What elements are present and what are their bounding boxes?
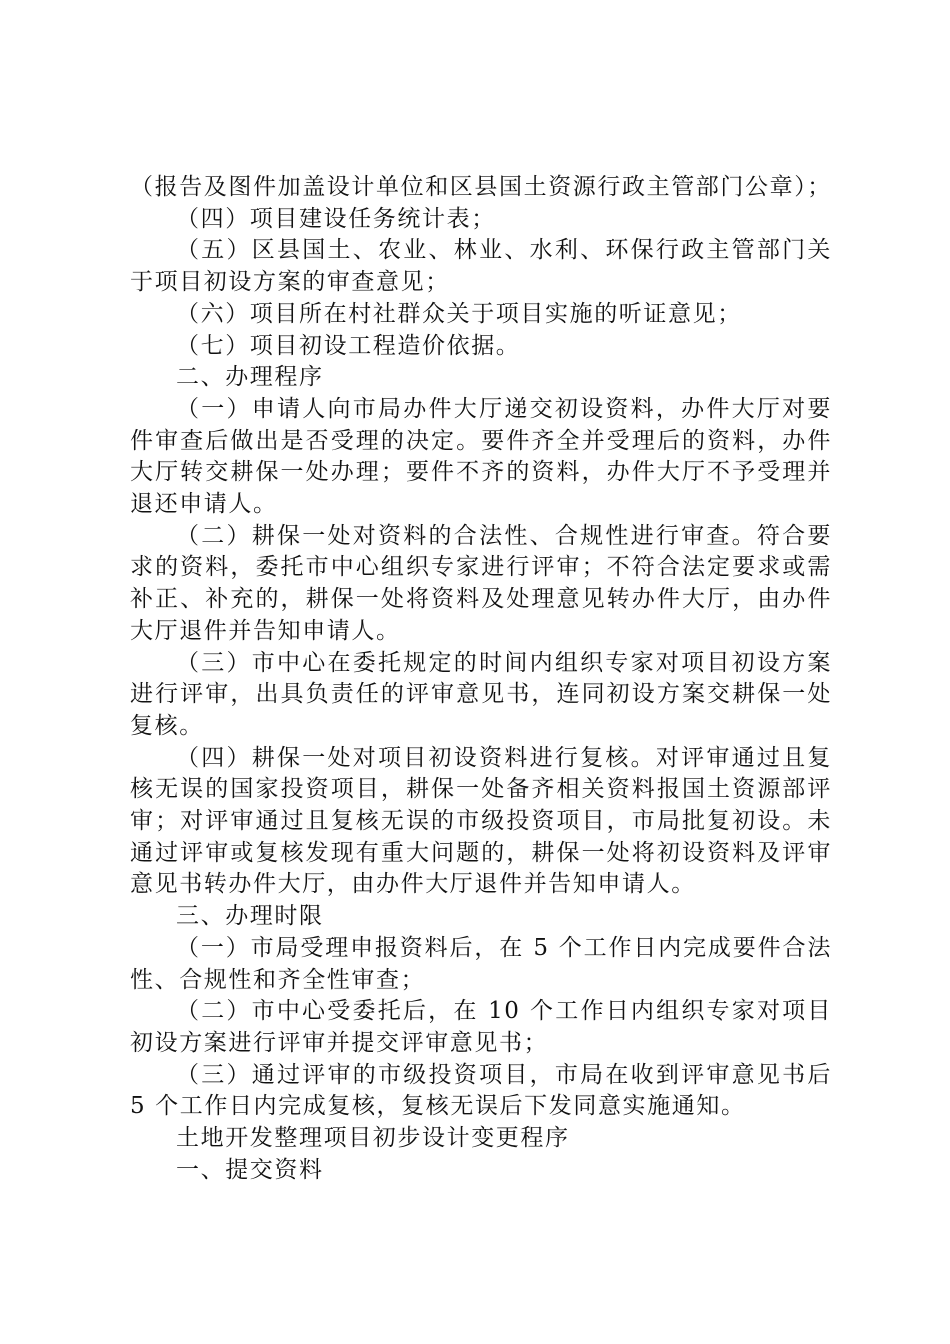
chapter-title-design-change: 土地开发整理项目初步设计变更程序 bbox=[176, 1125, 570, 1152]
list-item-7: （七）项目初设工程造价依据。 bbox=[176, 332, 521, 359]
section-heading-procedure: 二、办理程序 bbox=[176, 364, 324, 391]
document-body bbox=[130, 172, 832, 1187]
time-limit-item-1: （一）市局受理申报资料后，在 5 个工作日内完成要件合法性、合规性和齐全性审查； bbox=[130, 934, 832, 993]
list-item-6: （六）项目所在村社群众关于项目实施的听证意见； bbox=[176, 300, 742, 327]
section-heading-time-limit: 三、办理时限 bbox=[176, 903, 324, 930]
paragraph-continuation: （报告及图件加盖设计单位和区县国土资源行政主管部门公章）； bbox=[130, 174, 832, 200]
procedure-step-4: （四）耕保一处对项目初设资料进行复核。对评审通过且复核无误的国家投资项目，耕保一处备齐相关资料报国土资源部评审；对评审通过且复核无误的市级投资项目，市局批复初设。未通过评审或复核发现有重大问题的，耕保一处将初设资料及评审意见书转办件大厅，由办件大厅退件并告知申请人。 bbox=[130, 744, 832, 898]
list-item-4: （四）项目建设任务统计表； bbox=[176, 205, 496, 232]
time-limit-item-3: （三）通过评审的市级投资项目，市局在收到评审意见书后 5 个工作日内完成复核，复核无误后下发同意实施通知。 bbox=[130, 1061, 832, 1120]
section-heading-submit-materials: 一、提交资料 bbox=[176, 1156, 324, 1183]
procedure-step-1: （一）申请人向市局办件大厅递交初设资料，办件大厅对要件审查后做出是否受理的决定。要件齐全并受理后的资料，办件大厅转交耕保一处办理；要件不齐的资料，办件大厅不予受理并退还申请人。 bbox=[130, 395, 832, 518]
procedure-step-3: （三）市中心在委托规定的时间内组织专家对项目初设方案进行评审，出具负责任的评审意见书，连同初设方案交耕保一处复核。 bbox=[130, 649, 832, 739]
procedure-step-2: （二）耕保一处对资料的合法性、合规性进行审查。符合要求的资料，委托市中心组织专家进行评审；不符合法定要求或需补正、补充的，耕保一处将资料及处理意见转办件大厅，由办件大厅退件并告知申请人。 bbox=[130, 522, 832, 644]
list-item-5: （五）区县国土、农业、林业、水利、环保行政主管部门关于项目初设方案的审查意见； bbox=[130, 237, 832, 296]
time-limit-item-2: （二）市中心受委托后，在 10 个工作日内组织专家对项目初设方案进行评审并提交评审意见书； bbox=[130, 998, 832, 1056]
